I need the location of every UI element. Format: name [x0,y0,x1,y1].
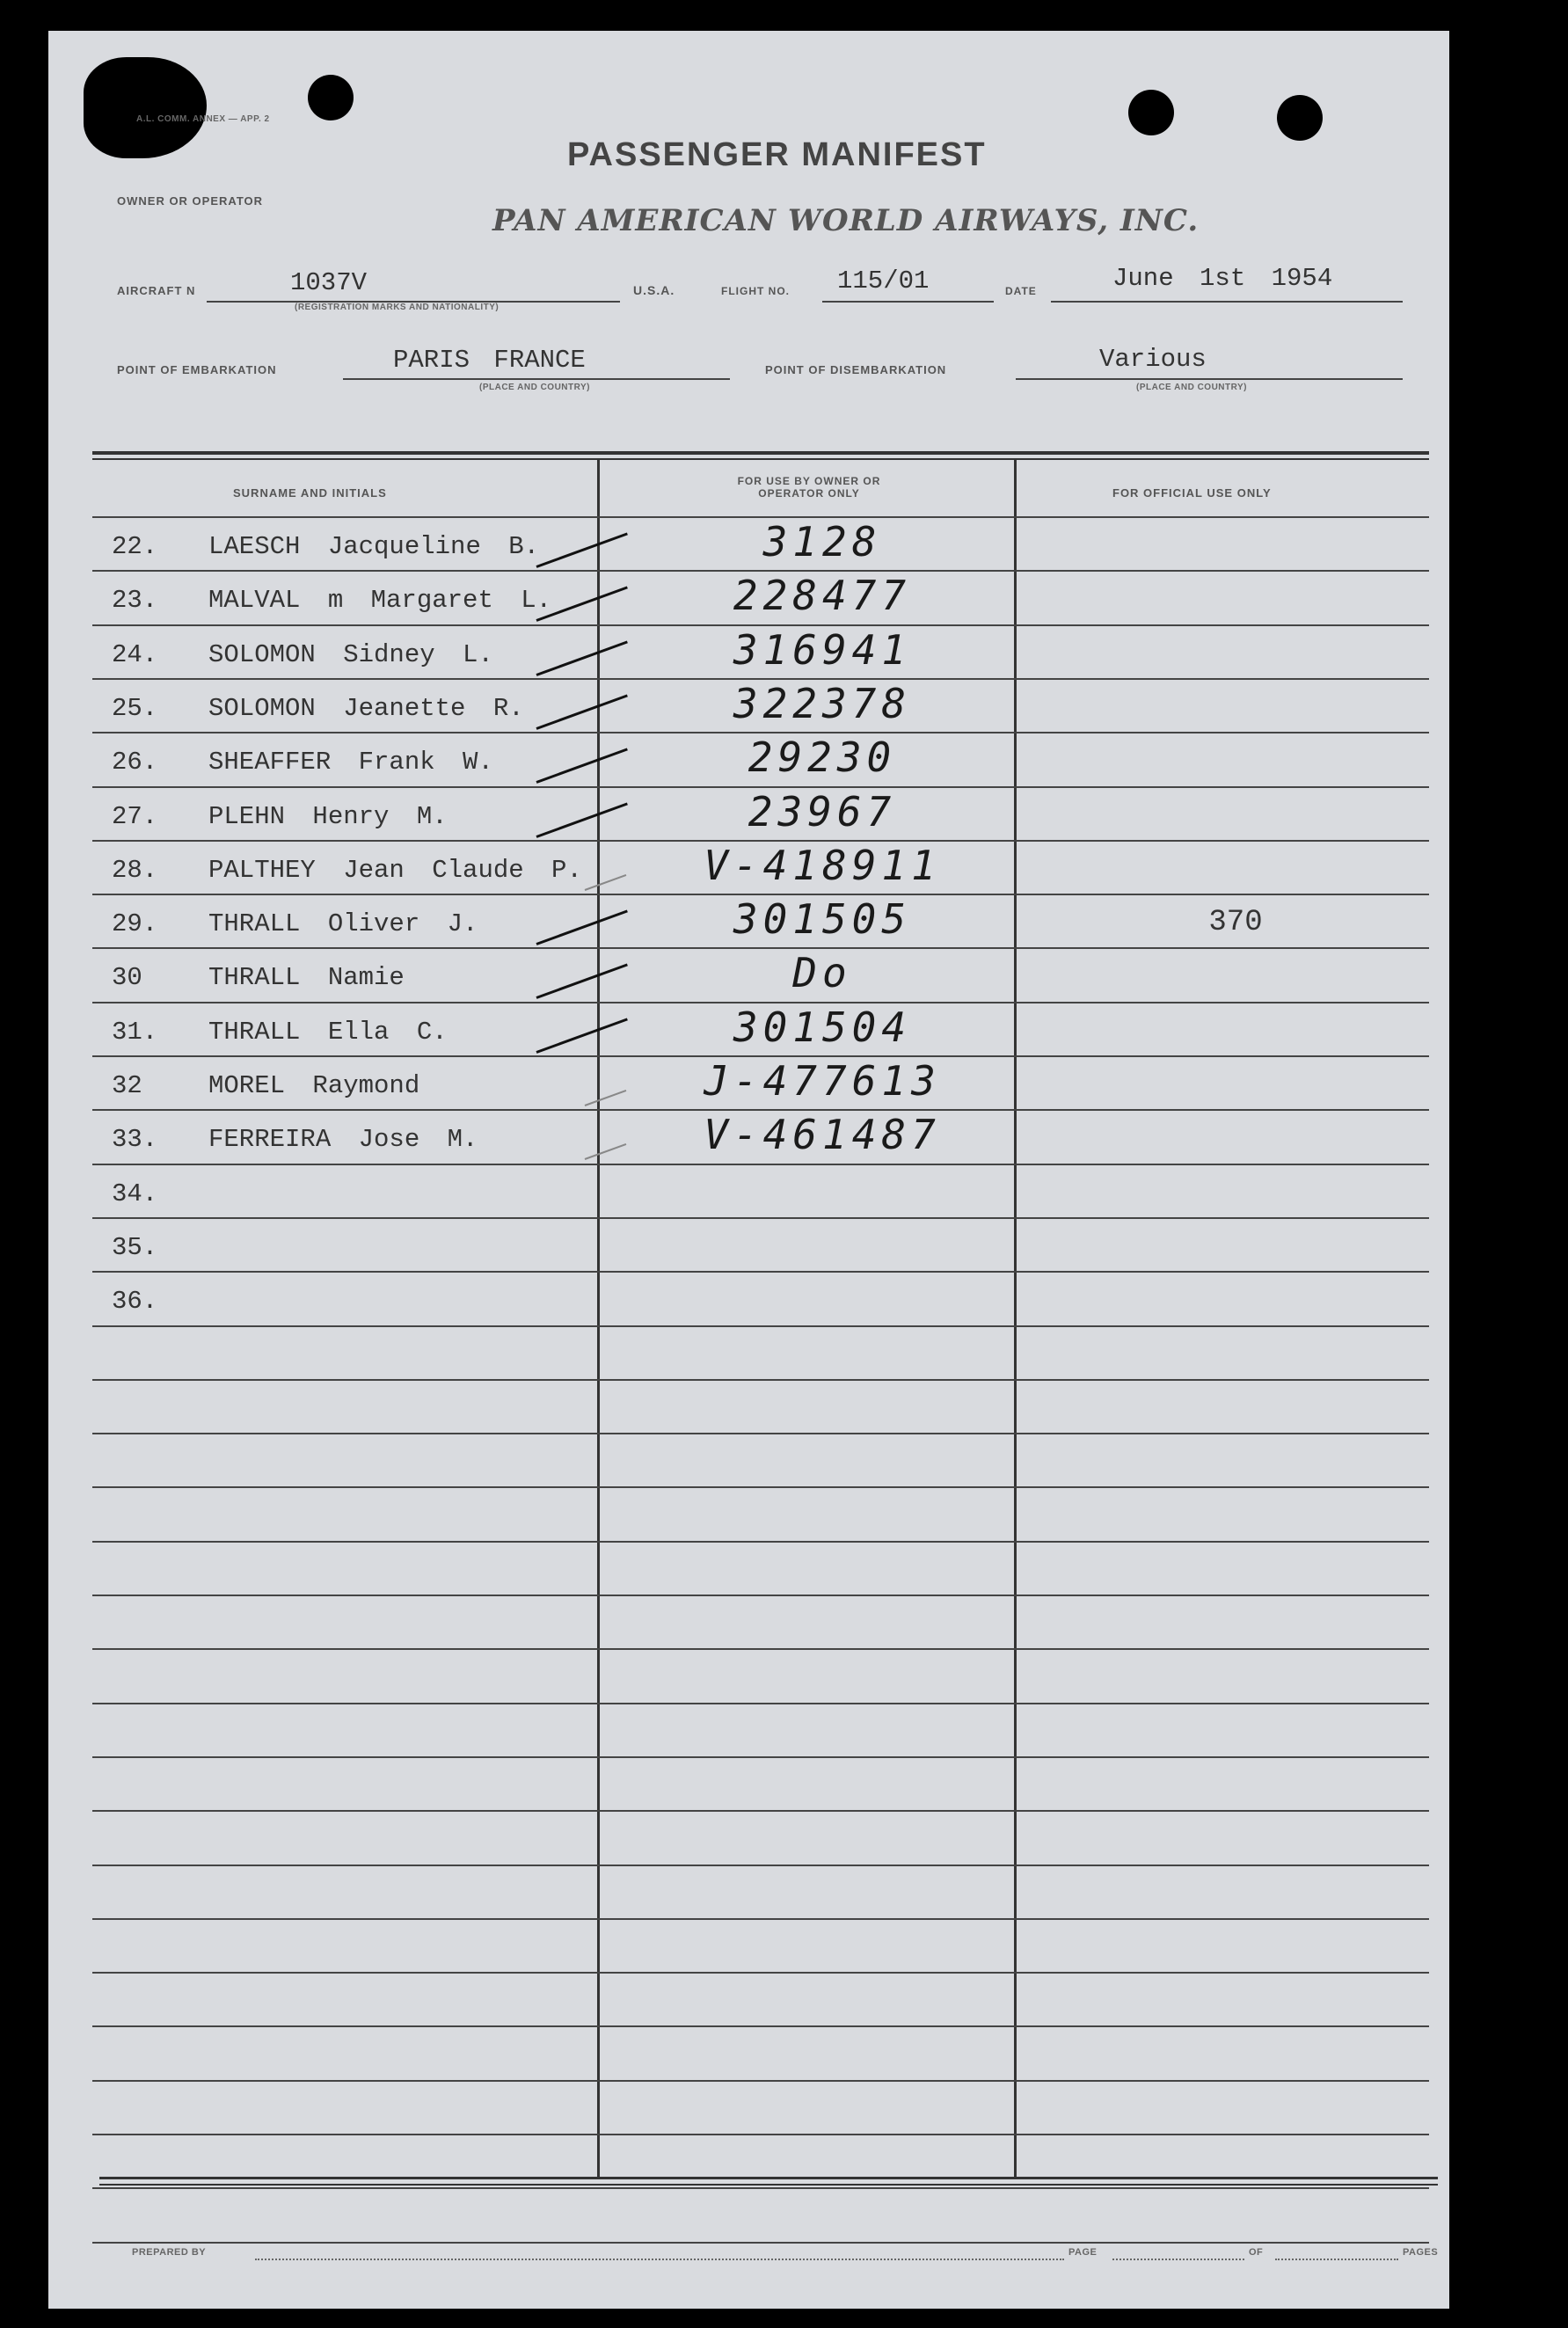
aircraft-label: AIRCRAFT N [117,284,196,297]
check-mark [536,694,627,729]
owner-number: 3128 [762,518,882,566]
row-number: 35. [112,1233,158,1262]
passenger-name: MOREL Raymond [208,1071,420,1100]
punch-hole [308,75,354,120]
column-header-surname: SURNAME AND INITIALS [233,486,387,500]
date-value: June 1st 1954 [1112,264,1333,293]
of-label: OF [1249,2247,1264,2258]
prepared-by-label: PREPARED BY [132,2247,207,2258]
operator-name: PAN AMERICAN WORLD AIRWAYS, INC. [492,203,1200,238]
owner-number: 301505 [733,895,912,943]
check-mark [585,874,627,891]
row-number: 23. [112,586,158,615]
owner-number: 23967 [748,788,897,836]
check-mark [536,963,627,998]
row-number: 34. [112,1179,158,1208]
usa-label: U.S.A. [633,283,675,297]
owner-number: V-418911 [704,842,941,889]
check-mark [536,748,627,783]
owner-number: 316941 [733,626,912,674]
passenger-name: MALVAL m Margaret L. [208,586,552,615]
row-number: 31. [112,1018,158,1047]
registration-caption: (REGISTRATION MARKS AND NATIONALITY) [295,303,500,312]
manifest-page [48,31,1449,2309]
row-number: 22. [112,532,158,561]
passenger-name: THRALL Ella C. [208,1018,448,1047]
row-number: 25. [112,694,158,723]
check-mark [536,909,627,945]
owner-number: 322378 [733,680,912,727]
official-value: 370 [1208,906,1263,939]
passenger-name: PALTHEY Jean Claude P. [208,856,582,885]
check-mark [585,1143,627,1160]
passenger-name: FERREIRA Jose M. [208,1125,478,1154]
check-mark [536,532,627,567]
flight-label: FLIGHT NO. [721,285,790,297]
row-number: 36. [112,1287,158,1316]
disembark-label: POINT OF DISEMBARKATION [765,363,947,376]
pages-label: PAGES [1403,2247,1439,2258]
check-mark [536,1018,627,1053]
corner-form-text: A.L. COMM. ANNEX — APP. 2 [136,114,270,124]
check-mark [536,802,627,837]
embark-label: POINT OF EMBARKATION [117,363,277,376]
passenger-name: SHEAFFER Frank W. [208,748,493,777]
owner-number: 228477 [733,572,912,619]
page-label: PAGE [1068,2247,1098,2258]
embark-caption: (PLACE AND COUNTRY) [479,383,590,392]
row-number: 28. [112,856,158,885]
torn-corner [84,57,207,158]
check-mark [536,640,627,675]
disembark-caption: (PLACE AND COUNTRY) [1136,383,1247,392]
row-number: 32 [112,1071,142,1100]
disembark-value: Various [1099,345,1207,374]
date-label: DATE [1005,285,1037,297]
owner-number: 301504 [733,1003,912,1051]
row-number: 29. [112,909,158,938]
passenger-name: SOLOMON Sidney L. [208,640,493,669]
column-header-official: FOR OFFICIAL USE ONLY [1112,486,1272,500]
passenger-name: THRALL Oliver J. [208,909,478,938]
flight-value: 115/01 [837,266,930,296]
owner-number: J-477613 [704,1057,941,1105]
passenger-name: PLEHN Henry M. [208,802,448,831]
row-number: 30 [112,963,142,992]
row-number: 27. [112,802,158,831]
passenger-name: SOLOMON Jeanette R. [208,694,524,723]
owner-number: V-461487 [704,1111,941,1158]
owner-number: 29230 [748,733,897,781]
passenger-name: THRALL Namie [208,963,405,992]
embark-value: PARIS FRANCE [393,346,586,375]
check-mark [585,1090,627,1106]
owner-number: Do [792,949,852,996]
row-number: 33. [112,1125,158,1154]
passenger-name: LAESCH Jacqueline B. [208,532,540,561]
punch-hole [1277,95,1323,141]
aircraft-value: 1037V [290,268,368,297]
manifest-title: PASSENGER MANIFEST [567,136,987,173]
punch-hole [1128,90,1174,135]
row-number: 26. [112,748,158,777]
column-header-owner: FOR USE BY OWNER OR OPERATOR ONLY [737,475,881,500]
row-number: 24. [112,640,158,669]
owner-label: OWNER OR OPERATOR [117,194,264,208]
